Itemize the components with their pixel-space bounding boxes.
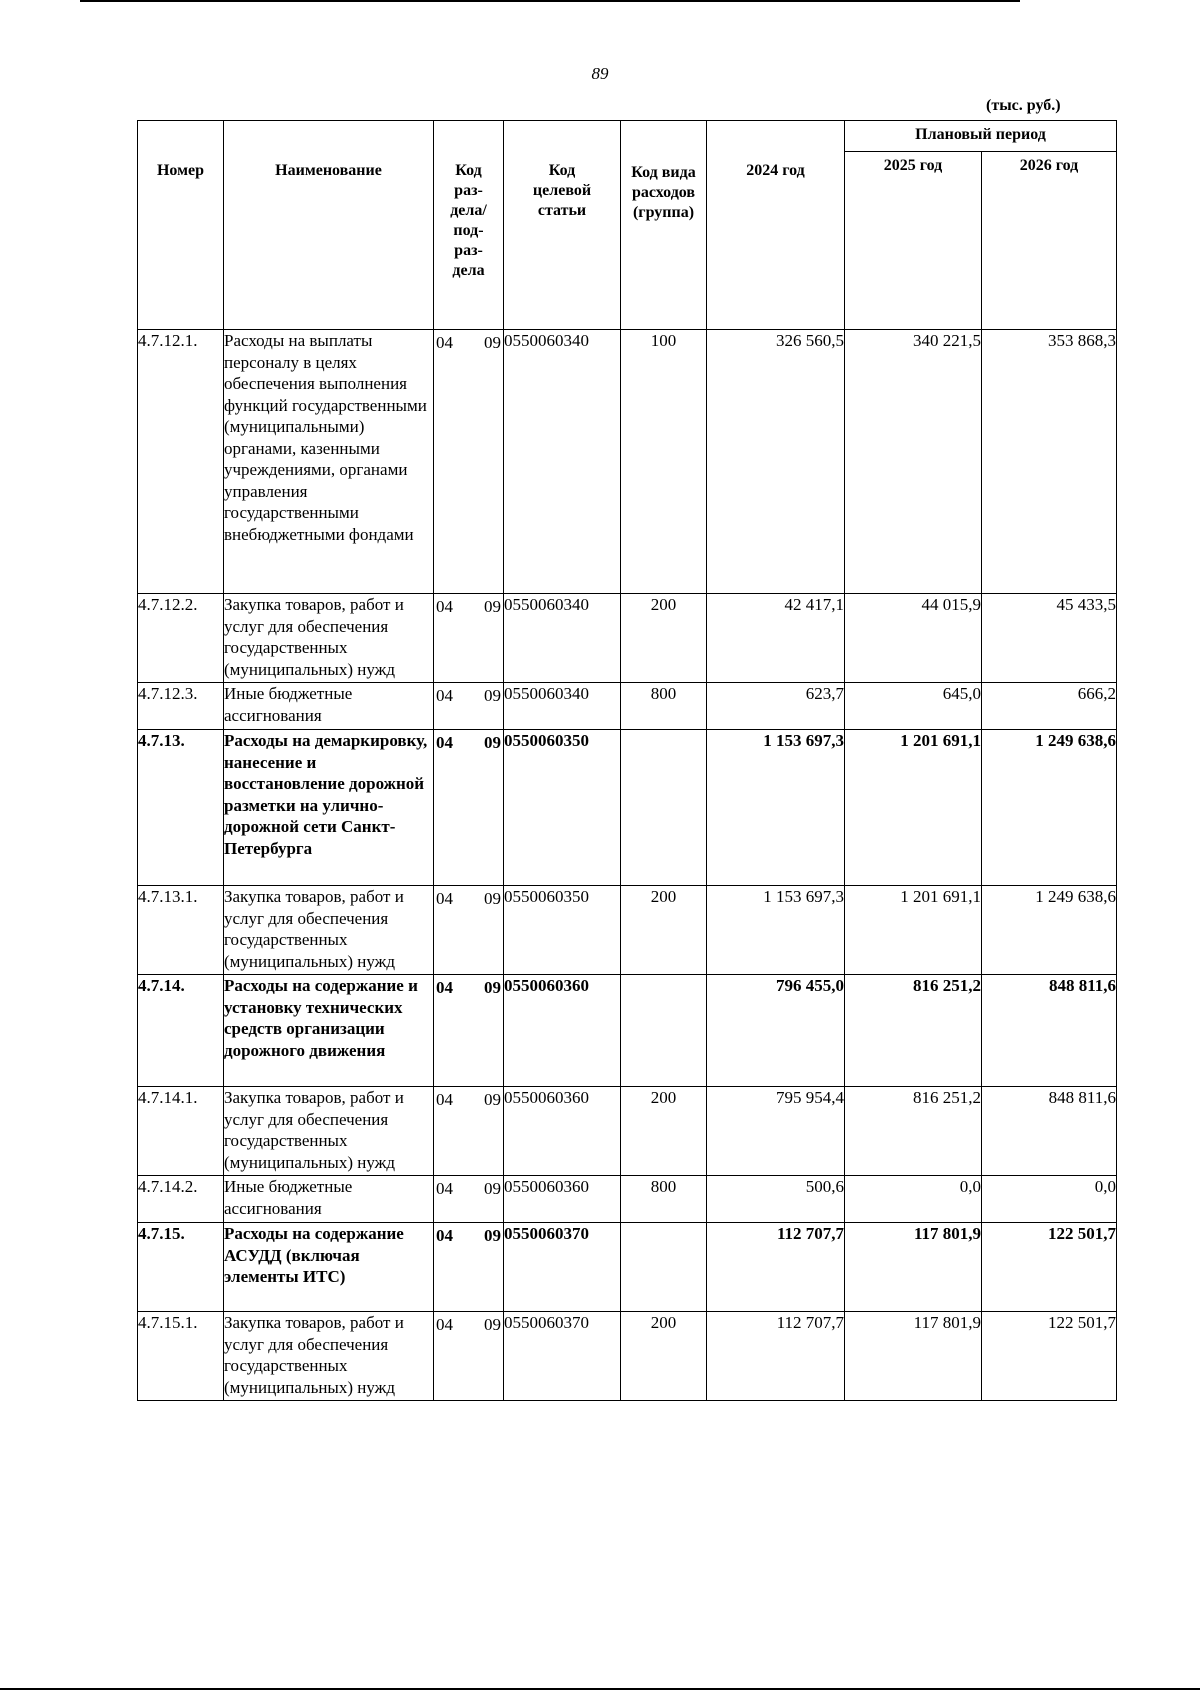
row-2026: 848 811,6 [982,975,1117,1087]
row-name: Закупка товаров, работ и услуг для обеспечения государственных (муниципальных) нужд [224,1087,434,1176]
row-2024: 1 153 697,3 [707,886,845,975]
row-number: 4.7.12.1. [138,330,224,594]
row-2025: 44 015,9 [845,594,982,683]
row-number: 4.7.12.3. [138,683,224,730]
row-kind-code: 200 [621,594,707,683]
table-row [138,1087,1117,1176]
header-planned: Плановый период [845,121,1117,152]
row-2024: 795 954,4 [707,1087,845,1176]
row-section-code [434,1087,504,1176]
row-2024: 112 707,7 [707,1312,845,1401]
row-2026: 122 501,7 [982,1223,1117,1312]
row-name: Закупка товаров, работ и услуг для обеспечения государственных (муниципальных) нужд [224,594,434,683]
row-2024: 500,6 [707,1176,845,1223]
section: 04 [436,597,453,616]
row-number: 4.7.14.1. [138,1087,224,1176]
scan-line-top [80,0,1020,2]
row-number: 4.7.14.2. [138,1176,224,1223]
subsection: 09 [484,1179,501,1198]
row-name: Расходы на демаркировку, нанесение и восстановление дорожной разметки на улично-дорожной сети Санкт-Петербурга [224,730,434,886]
header-2026: 2026 год [982,152,1117,330]
row-number: 4.7.12.2. [138,594,224,683]
header-section [434,121,504,330]
row-name: Закупка товаров, работ и услуг для обеспечения государственных (муниципальных) нужд [224,886,434,975]
header-row-1 [138,121,1117,152]
table-row [138,594,1117,683]
table-row [138,730,1117,886]
row-2026: 666,2 [982,683,1117,730]
section: 04 [436,333,453,352]
subsection: 09 [484,333,501,352]
row-2025: 340 221,5 [845,330,982,594]
header-target-text: Код целевой статьи [532,162,592,219]
row-2025: 816 251,2 [845,1087,982,1176]
row-section-code [434,330,504,594]
subsection: 09 [484,1090,501,1109]
row-2025: 1 201 691,1 [845,730,982,886]
row-2025: 0,0 [845,1176,982,1223]
scan-line-bottom [0,1688,1200,1690]
row-2025: 1 201 691,1 [845,886,982,975]
table-row [138,330,1117,594]
row-number: 4.7.15. [138,1223,224,1312]
row-name: Расходы на содержание и установку технических средств организации дорожного движения [224,975,434,1087]
row-target-code: 0550060370 [504,1312,621,1401]
row-2024: 42 417,1 [707,594,845,683]
row-number: 4.7.13.1. [138,886,224,975]
row-kind-code: 200 [621,1087,707,1176]
row-name: Расходы на выплаты персоналу в целях обеспечения выполнения функций государственными (муниципальными) органами, казенными учреждениями, органами управления государственными внебюджетными фондами [224,330,434,594]
subsection: 09 [484,733,501,752]
row-2025: 117 801,9 [845,1223,982,1312]
row-target-code: 0550060370 [504,1223,621,1312]
row-number: 4.7.14. [138,975,224,1087]
row-kind-code [621,975,707,1087]
subsection: 09 [484,978,501,997]
header-name: Наименование [224,121,434,330]
row-section-code [434,1176,504,1223]
row-section-code [434,975,504,1087]
row-2025: 117 801,9 [845,1312,982,1401]
row-kind-code: 100 [621,330,707,594]
row-2024: 796 455,0 [707,975,845,1087]
row-name: Иные бюджетные ассигнования [224,683,434,730]
row-name: Иные бюджетные ассигнования [224,1176,434,1223]
section: 04 [436,686,453,705]
table-row [138,683,1117,730]
table-row [138,1312,1117,1401]
row-name: Расходы на содержание АСУДД (включая элементы ИТС) [224,1223,434,1312]
page-number: 89 [591,64,609,83]
section: 04 [436,889,453,908]
row-number: 4.7.15.1. [138,1312,224,1401]
section: 04 [436,1226,453,1245]
row-2026: 1 249 638,6 [982,730,1117,886]
header-target [504,121,621,330]
row-target-code: 0550060350 [504,730,621,886]
row-2026: 353 868,3 [982,330,1117,594]
row-2025: 645,0 [845,683,982,730]
row-kind-code: 800 [621,683,707,730]
header-number: Номер [138,121,224,330]
subsection: 09 [484,686,501,705]
section: 04 [436,1315,453,1334]
section: 04 [436,1179,453,1198]
row-section-code [434,683,504,730]
row-kind-code [621,1223,707,1312]
row-2026: 45 433,5 [982,594,1117,683]
units-label: (тыс. руб.) [986,97,1061,114]
section: 04 [436,978,453,997]
row-target-code: 0550060350 [504,886,621,975]
row-2026: 848 811,6 [982,1087,1117,1176]
row-2025: 816 251,2 [845,975,982,1087]
section: 04 [436,733,453,752]
table-row [138,886,1117,975]
row-number: 4.7.13. [138,730,224,886]
row-name: Закупка товаров, работ и услуг для обеспечения государственных (муниципальных) нужд [224,1312,434,1401]
row-section-code [434,594,504,683]
subsection: 09 [484,1226,501,1245]
row-section-code [434,1223,504,1312]
subsection: 09 [484,597,501,616]
subsection: 09 [484,889,501,908]
row-target-code: 0550060340 [504,683,621,730]
row-target-code: 0550060340 [504,330,621,594]
row-target-code: 0550060360 [504,1176,621,1223]
row-section-code [434,886,504,975]
row-target-code: 0550060360 [504,1087,621,1176]
row-kind-code: 800 [621,1176,707,1223]
row-kind-code: 200 [621,886,707,975]
row-2024: 112 707,7 [707,1223,845,1312]
row-section-code [434,730,504,886]
row-2026: 122 501,7 [982,1312,1117,1401]
row-2024: 623,7 [707,683,845,730]
row-2024: 1 153 697,3 [707,730,845,886]
row-target-code: 0550060360 [504,975,621,1087]
row-2026: 0,0 [982,1176,1117,1223]
header-kind-text: Код вида расходов (группа) [631,164,696,221]
section: 04 [436,1090,453,1109]
header-2025: 2025 год [845,152,982,330]
subsection: 09 [484,1315,501,1334]
table-row [138,1223,1117,1312]
header-2024: 2024 год [707,121,845,330]
row-section-code [434,1312,504,1401]
row-kind-code: 200 [621,1312,707,1401]
row-target-code: 0550060340 [504,594,621,683]
budget-table [137,120,1117,1401]
row-2024: 326 560,5 [707,330,845,594]
table-row [138,1176,1117,1223]
header-kind [621,121,707,330]
row-kind-code [621,730,707,886]
header-section-text: Код раз-дела/ под-раз-дела [450,162,487,279]
table-row [138,975,1117,1087]
row-2026: 1 249 638,6 [982,886,1117,975]
